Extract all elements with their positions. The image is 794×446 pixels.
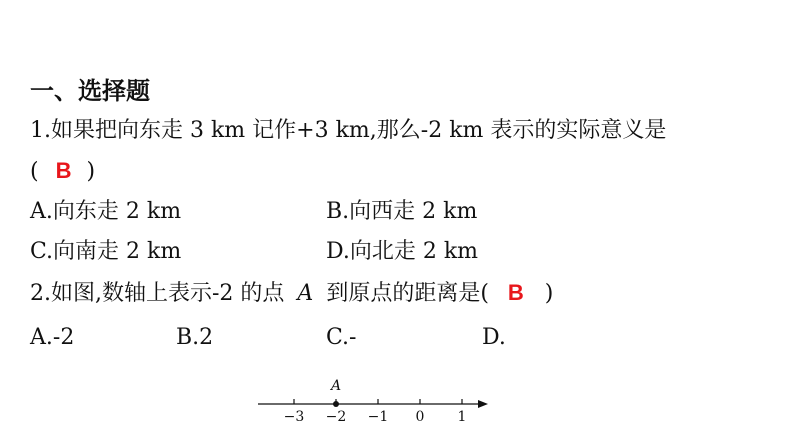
- tick-label: −1: [367, 409, 389, 425]
- question-1-answer-bracket: [30, 156, 95, 187]
- question-2-text-after: 到原点的距离是(: [326, 281, 489, 306]
- question-2-option-b: B.2: [176, 325, 214, 350]
- question-1-option-a: A.向东走 2 km: [30, 199, 182, 224]
- point-a-dot: [333, 401, 339, 407]
- question-2-text: [30, 278, 553, 309]
- question-1-option-d: D.向北走 2 km: [326, 239, 479, 264]
- question-2-option-c: C.-: [326, 325, 357, 350]
- number-line-figure: [250, 370, 500, 430]
- question-1-option-c: C.向南走 2 km: [30, 239, 182, 264]
- question-1-answer: B: [55, 158, 72, 183]
- question-2-option-a: A.-2: [30, 325, 75, 350]
- tick-label: −3: [283, 409, 305, 425]
- section-heading: 一、选择题: [30, 77, 150, 105]
- tick-label: 1: [457, 409, 467, 425]
- tick-label: −2: [325, 409, 347, 425]
- paren-open: (: [30, 159, 39, 184]
- question-2-paren-close: ): [544, 281, 554, 306]
- tick-label: 0: [415, 409, 425, 425]
- question-2-option-d: D.: [482, 325, 506, 350]
- question-1-option-b: B.向西走 2 km: [326, 199, 478, 224]
- number-line-arrow: [478, 400, 488, 408]
- point-a-label: A: [330, 378, 342, 394]
- question-2-point-label: A: [297, 281, 314, 306]
- question-1-text: 1.如果把向东走 3 km 记作+3 km,那么-2 km 表示的实际意义是: [30, 118, 667, 143]
- number-line-ticks: [284, 399, 467, 425]
- paren-close: ): [86, 159, 96, 184]
- question-2-text-before: 2.如图,数轴上表示-2 的点: [30, 281, 285, 306]
- question-2-answer: B: [507, 280, 524, 305]
